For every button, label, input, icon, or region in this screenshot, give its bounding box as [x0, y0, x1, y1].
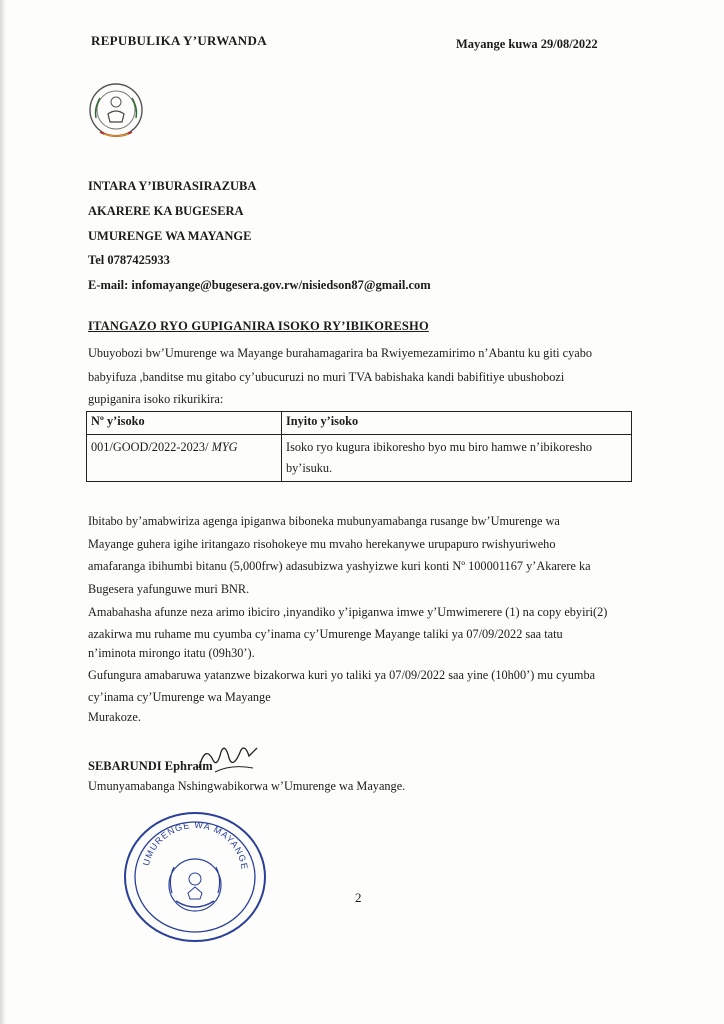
- republic-heading: REPUBULIKA Y’URWANDA: [91, 33, 267, 48]
- page-edge-shadow: [0, 0, 6, 1024]
- table-header-tender-number: Nº y’isoko: [87, 412, 282, 435]
- intro-line: Ubuyobozi bw’Umurenge wa Mayange burahamagarira ba Rwiyemezamirimo n’Abantu ku giti cyabo: [88, 346, 593, 360]
- tender-reference: 001/GOOD/2022-2023/: [91, 440, 209, 454]
- table-header-tender-title: Inyito y’isoko: [282, 412, 632, 435]
- address-email: E-mail: infomayange@bugesera.gov.rw/nisiedson87@gmail.com: [88, 278, 431, 292]
- svg-text:UMURENGE WA MAYANGE: [141, 820, 250, 871]
- body-line: Ibitabo by’amabwiriza agenga ipiganwa biboneka mubunyamabanga rusange bw’Umurenge wa: [88, 514, 560, 528]
- tender-description-line: Isoko ryo kugura ibikoresho byo mu biro hamwe n’ibikoresho: [286, 440, 593, 454]
- table-header-row: [87, 412, 632, 435]
- intro-line: gupiganira isoko rikurikira:: [88, 392, 224, 406]
- official-stamp: [120, 805, 270, 945]
- tender-reference-suffix: MYG: [211, 440, 238, 454]
- stamp-text: UMURENGE WA MAYANGE: [140, 819, 250, 871]
- notice-title: ITANGAZO RYO GUPIGANIRA ISOKO RY’IBIKORESHO: [88, 319, 429, 333]
- address-province: INTARA Y’IBURASIRAZUBA: [88, 179, 257, 193]
- page-number: 2: [355, 890, 362, 905]
- address-telephone: Tel 0787425933: [88, 253, 170, 267]
- closing-line: Murakoze.: [88, 710, 141, 724]
- body-line: Gufungura amabaruwa yatanzwe bizakorwa kuri yo taliki ya 07/09/2022 saa yine (10h00’) mu cyumba: [88, 668, 596, 682]
- rwanda-emblem-icon: [86, 78, 146, 144]
- tender-description-cell: [282, 435, 632, 482]
- signatory-name: SEBARUNDI Ephraim: [88, 759, 213, 773]
- address-district: AKARERE KA BUGESERA: [88, 204, 244, 218]
- body-line: amafaranga ibihumbi bitanu (5,000frw) adasubizwa yashyizwe kuri konti Nº 100001167 y’Akarere ka: [88, 559, 591, 573]
- tender-description-line: by’isuku.: [286, 461, 333, 475]
- body-line: Bugesera yafunguwe muri BNR.: [88, 582, 250, 596]
- body-line: Amabahasha afunze neza arimo ibiciro ,inyandiko y’ipiganwa imwe y’Umwimerere (1) na copy ebyiri(2): [88, 605, 608, 619]
- body-line: cy’inama cy’Umurenge wa Mayange: [88, 690, 271, 704]
- body-line: n’iminota mirongo itatu (09h30’).: [88, 646, 255, 660]
- address-sector: UMURENGE WA MAYANGE: [88, 229, 252, 243]
- handwritten-signature: [195, 738, 265, 778]
- signatory-title: Umunyamabanga Nshingwabikorwa w’Umurenge wa Mayange.: [88, 779, 406, 793]
- table-row: [87, 435, 632, 482]
- tender-table: [86, 411, 632, 482]
- body-line: azakirwa mu ruhame mu cyumba cy’inama cy’Umurenge Mayange taliki ya 07/09/2022 saa tatu: [88, 627, 563, 641]
- tender-reference-cell: [87, 435, 282, 482]
- body-line: Mayange guhera igihe iritangazo risohokeye mu mvaho herekanywe urupapuro rwishyuriweho: [88, 537, 556, 551]
- place-date: Mayange kuwa 29/08/2022: [456, 37, 598, 51]
- intro-line: babyifuza ,banditse mu gitabo cy’ubucuruzi no muri TVA babishaka kandi babifitiye ubushobozi: [88, 370, 565, 384]
